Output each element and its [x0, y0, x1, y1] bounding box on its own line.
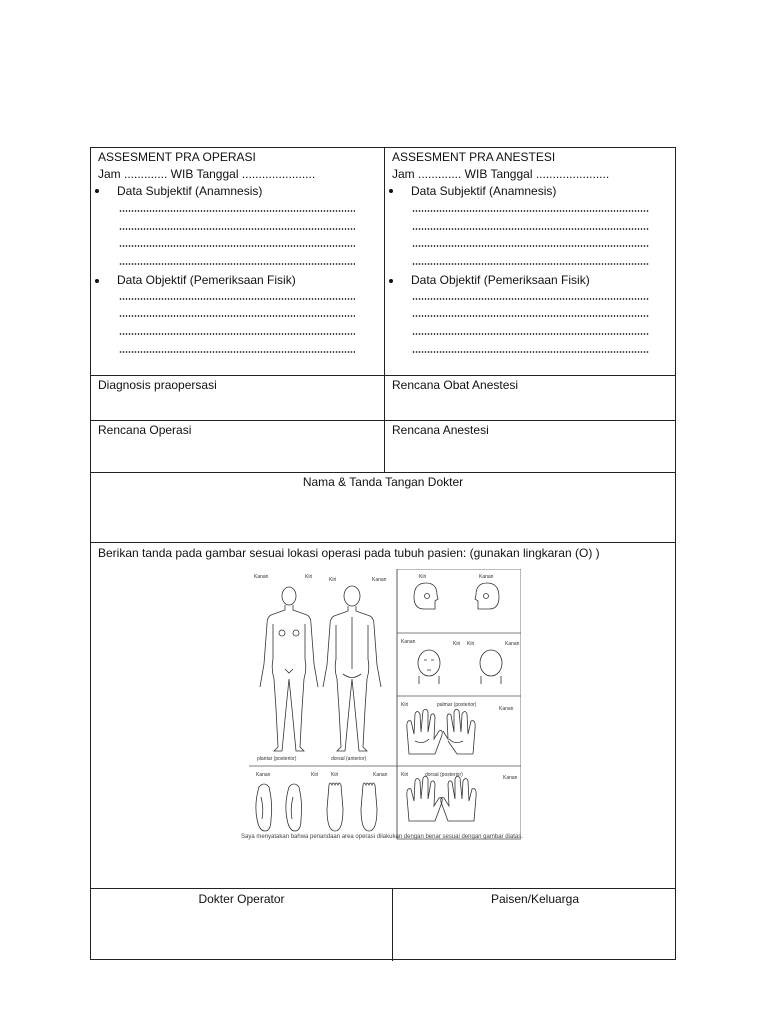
objective-line-1[interactable]: [412, 298, 649, 300]
objective-line-3[interactable]: [119, 333, 355, 335]
hand-dorsal-views[interactable]: [407, 776, 476, 821]
patient-family-label: Paisen/Keluarga: [490, 892, 580, 906]
anesthetic-drug-plan-field[interactable]: [385, 376, 677, 420]
operator-signature-field[interactable]: [91, 889, 393, 961]
plan-row: [91, 421, 675, 473]
label-palmar: palmar (posterior): [437, 702, 477, 708]
label-dorsal-anterior: dorsal (anterior): [331, 756, 367, 762]
assessment-row: [91, 148, 675, 376]
label-kanan: Kanan: [254, 574, 269, 580]
bullet-icon: [95, 189, 99, 193]
subjective-line-2[interactable]: [412, 228, 649, 230]
label-kiri: Kiri: [401, 702, 409, 708]
operation-plan-field[interactable]: [91, 421, 385, 472]
label-kanan: Kanan: [372, 577, 387, 583]
label-kiri: Kiri: [331, 772, 339, 778]
subjective-line-3[interactable]: [119, 245, 355, 247]
operator-label: Dokter Operator: [198, 892, 285, 906]
subjective-line-4[interactable]: [412, 263, 649, 265]
label-plantar: plantar (posterior): [257, 756, 297, 762]
pre-anesthesia-time-line: Jam ............. WIB Tanggal ......................: [392, 167, 610, 181]
subjective-line-2[interactable]: [119, 228, 355, 230]
bullet-icon: [95, 279, 99, 283]
label-kanan: Kanan: [479, 574, 494, 580]
objective-line-1[interactable]: [119, 298, 355, 300]
anesthesia-plan-field[interactable]: [385, 421, 677, 472]
doctor-signature-field[interactable]: [91, 473, 675, 543]
marking-row: [91, 543, 675, 889]
pre-anesthesia-title: ASSESMENT PRA ANESTESI: [392, 150, 556, 164]
label-kanan: Kanan: [373, 772, 388, 778]
subjective-line-1[interactable]: [119, 210, 355, 212]
objective-line-2[interactable]: [412, 315, 649, 317]
diagram-caption: Saya menyatakan bahwa penandaan area operasi dilakukan dengan benar sesuai dengan gambar diatas.: [241, 834, 523, 840]
objective-line-4[interactable]: [412, 351, 649, 353]
pre-anesthesia-objective-label: Data Objektif (Pemeriksaan Fisik): [411, 273, 590, 287]
pre-operation-section: [91, 148, 385, 375]
diagnosis-field[interactable]: [91, 376, 385, 420]
feet-plantar-views[interactable]: [256, 784, 302, 831]
label-kanan: Kanan: [499, 706, 514, 712]
pre-operation-time-line: Jam ............. WIB Tanggal ......................: [98, 167, 316, 181]
pre-operation-objective-label: Data Objektif (Pemeriksaan Fisik): [117, 273, 296, 287]
marking-instruction: Berikan tanda pada gambar sesuai lokasi operasi pada tubuh pasien: (gunakan lingkaran (O) ): [98, 546, 600, 560]
bullet-icon: [389, 279, 393, 283]
doctor-signature-label: Nama & Tanda Tangan Dokter: [302, 475, 464, 489]
pre-anesthesia-subjective-label: Data Subjektif (Anamnesis): [411, 184, 557, 198]
head-front-back-views[interactable]: [418, 650, 502, 684]
label-kiri: Kiri: [401, 772, 409, 778]
pre-operation-title: ASSESMENT PRA OPERASI: [98, 150, 256, 164]
label-kanan: Kanan: [505, 641, 520, 647]
subjective-line-4[interactable]: [119, 263, 355, 265]
diagnosis-row: [91, 376, 675, 421]
label-kiri: Kiri: [419, 574, 427, 580]
palm-views[interactable]: [407, 709, 475, 754]
objective-line-4[interactable]: [119, 351, 355, 353]
body-diagram[interactable]: [249, 569, 521, 847]
operation-plan-label: Rencana Operasi: [98, 423, 192, 437]
label-kiri: Kiri: [467, 641, 475, 647]
anesthetic-drug-plan-label: Rencana Obat Anestesi: [392, 378, 519, 392]
feet-dorsal-views[interactable]: [327, 783, 377, 831]
label-kiri: Kiri: [311, 772, 319, 778]
label-dorsal-posterior: dorsal (posterior): [425, 772, 463, 778]
bullet-icon: [389, 189, 393, 193]
pre-operation-subjective-label: Data Subjektif (Anamnesis): [117, 184, 263, 198]
objective-line-2[interactable]: [119, 315, 355, 317]
head-side-views[interactable]: [414, 583, 499, 609]
body-front-figure[interactable]: [260, 587, 318, 751]
label-kanan: Kanan: [401, 639, 416, 645]
patient-family-signature-field[interactable]: [393, 889, 677, 961]
label-kanan: Kanan: [256, 772, 271, 778]
label-kiri: Kiri: [329, 577, 337, 583]
signature-row: [91, 889, 675, 961]
label-kiri: Kiri: [453, 641, 461, 647]
anesthesia-plan-label: Rencana Anestesi: [392, 423, 489, 437]
assessment-form: [90, 147, 676, 960]
objective-line-3[interactable]: [412, 333, 649, 335]
diagnosis-label: Diagnosis praopersasi: [98, 378, 217, 392]
body-back-figure[interactable]: [323, 586, 381, 751]
pre-anesthesia-section: [385, 148, 677, 375]
subjective-line-1[interactable]: [412, 210, 649, 212]
subjective-line-3[interactable]: [412, 245, 649, 247]
label-kanan: Kanan: [503, 775, 518, 781]
label-kiri: Kiri: [305, 574, 313, 580]
